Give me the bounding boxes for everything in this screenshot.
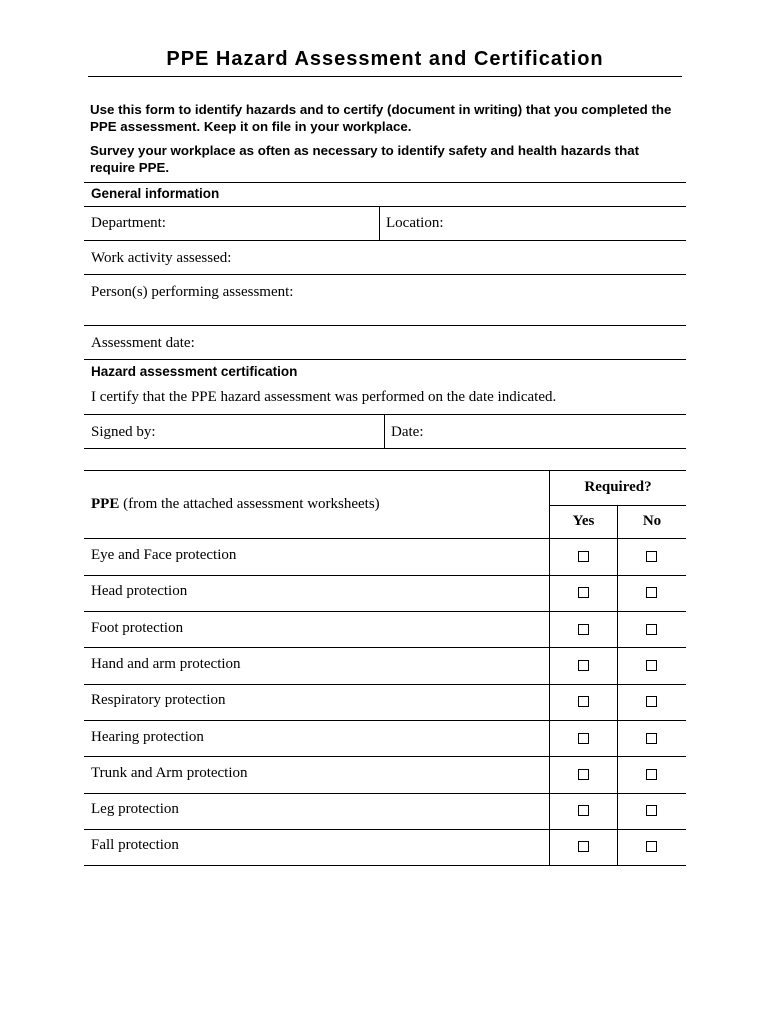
- row-divider: [84, 611, 686, 612]
- yes-checkbox[interactable]: [578, 805, 589, 816]
- ppe-header-rest: (from the attached assessment worksheets): [123, 496, 380, 512]
- yes-checkbox[interactable]: [578, 551, 589, 562]
- row-divider: [84, 829, 686, 830]
- row-divider: [84, 756, 686, 757]
- persons-performing-label: Person(s) performing assessment:: [91, 284, 294, 300]
- department-label: Department:: [91, 215, 166, 231]
- form-title: PPE Hazard Assessment and Certification: [166, 48, 604, 70]
- general-information-heading: General information: [91, 186, 220, 201]
- no-checkbox[interactable]: [646, 660, 657, 671]
- yes-column-header: Yes: [572, 513, 595, 529]
- intro-paragraph-2: Survey your workplace as often as necessary to identify safety and health hazards that require PPE.: [90, 143, 640, 175]
- yes-checkbox[interactable]: [578, 660, 589, 671]
- ppe-item-label: Head protection: [91, 583, 188, 600]
- row-divider: [84, 865, 686, 866]
- yes-checkbox[interactable]: [578, 841, 589, 852]
- ppe-item-label: Hand and arm protection: [91, 655, 241, 672]
- no-checkbox[interactable]: [646, 769, 657, 780]
- yes-checkbox[interactable]: [578, 733, 589, 744]
- row-divider: [84, 793, 686, 794]
- ppe-item-label: Foot protection: [91, 619, 184, 636]
- no-checkbox[interactable]: [646, 805, 657, 816]
- header-bottom-border: [84, 538, 686, 539]
- signed-by-label: Signed by:: [91, 424, 156, 440]
- certification-statement: I certify that the PPE hazard assessment was performed on the date indicated.: [91, 389, 557, 405]
- required-column-header: Required?: [584, 479, 652, 495]
- no-column-header: No: [642, 513, 662, 529]
- yes-checkbox[interactable]: [578, 587, 589, 598]
- row-divider: [84, 647, 686, 648]
- no-checkbox[interactable]: [646, 551, 657, 562]
- ppe-column-header: [91, 496, 380, 513]
- location-label: Location:: [386, 215, 444, 231]
- yes-checkbox[interactable]: [578, 624, 589, 635]
- intro-paragraph-1: Use this form to identify hazards and to certify (document in writing) that you completed the PPE assessment. Keep it on file in your workplace.: [90, 102, 672, 134]
- work-activity-label: Work activity assessed:: [91, 250, 232, 266]
- yes-checkbox[interactable]: [578, 769, 589, 780]
- yes-checkbox[interactable]: [578, 696, 589, 707]
- no-checkbox[interactable]: [646, 841, 657, 852]
- table-column-divider: [549, 471, 550, 865]
- ppe-item-label: Respiratory protection: [91, 692, 226, 709]
- no-checkbox[interactable]: [646, 587, 657, 598]
- ppe-item-label: Fall protection: [91, 837, 179, 854]
- certification-heading: Hazard assessment certification: [91, 364, 298, 379]
- table-column-divider: [617, 505, 618, 865]
- header-subdivider: [550, 505, 686, 506]
- table-top-border: [84, 470, 686, 471]
- date-label: Date:: [391, 424, 424, 440]
- ppe-header-bold: PPE: [91, 496, 120, 512]
- no-checkbox[interactable]: [646, 696, 657, 707]
- no-checkbox[interactable]: [646, 624, 657, 635]
- assessment-date-label: Assessment date:: [91, 335, 195, 351]
- no-checkbox[interactable]: [646, 733, 657, 744]
- ppe-item-label: Eye and Face protection: [91, 547, 237, 563]
- row-divider: [84, 575, 686, 576]
- ppe-item-label: Hearing protection: [91, 728, 204, 745]
- row-divider: [84, 684, 686, 685]
- ppe-item-label: Trunk and Arm protection: [91, 764, 248, 781]
- row-divider: [84, 720, 686, 721]
- ppe-item-label: Leg protection: [91, 801, 179, 818]
